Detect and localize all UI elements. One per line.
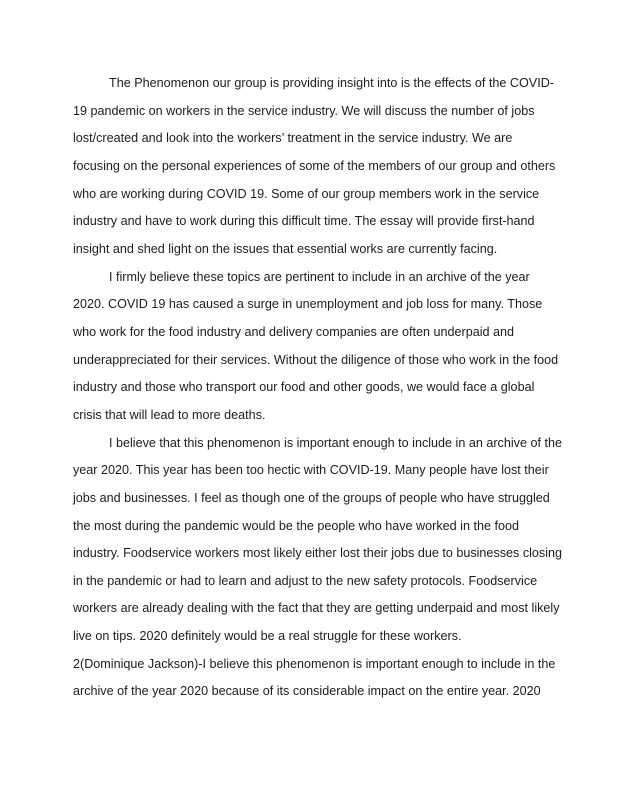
paragraph <box>73 70 556 264</box>
text-line: 2020. COVID 19 has caused a surge in unemployment and job loss for many. Those <box>73 297 543 312</box>
text-line: industry and have to work during this difficult time. The essay will provide first-hand <box>73 214 535 229</box>
document-body <box>73 70 563 706</box>
text-line: underappreciated for their services. Without the diligence of those who work in the food <box>73 352 559 367</box>
text-line: 2(Dominique Jackson)-I believe this phenomenon is important enough to include in the <box>73 656 556 671</box>
text-line: I believe that this phenomenon is important enough to include in an archive of the <box>109 435 562 450</box>
text-line: archive of the year 2020 because of its considerable impact on the entire year. 2020 <box>73 684 541 699</box>
text-line: crisis that will lead to more deaths. <box>73 407 266 422</box>
paragraph <box>73 651 556 706</box>
text-line: insight and shed light on the issues that essential works are currently facing. <box>73 241 498 256</box>
text-line: industry and those who transport our food and other goods, we would face a global <box>73 380 535 395</box>
text-line: workers are already dealing with the fact that they are getting underpaid and most likely <box>73 601 560 616</box>
text-line: in the pandemic or had to learn and adjust to the new safety protocols. Foodservice <box>73 573 538 588</box>
text-line: jobs and businesses. I feel as though one of the groups of people who have struggled <box>73 490 550 505</box>
text-line: live on tips. 2020 definitely would be a real struggle for these workers. <box>73 629 462 644</box>
paragraph <box>73 430 563 651</box>
paragraph <box>73 264 559 430</box>
text-line: I firmly believe these topics are pertinent to include in an archive of the year <box>109 269 530 284</box>
text-line: the most during the pandemic would be the people who have worked in the food <box>73 518 519 533</box>
text-line: lost/created and look into the workers’ treatment in the service industry. We are <box>73 131 513 146</box>
text-line: year 2020. This year has been too hectic with COVID-19. Many people have lost their <box>73 463 549 478</box>
text-line: who work for the food industry and delivery companies are often underpaid and <box>73 324 515 339</box>
text-line: who are working during COVID 19. Some of our group members work in the service <box>73 186 540 201</box>
text-line: The Phenomenon our group is providing insight into is the effects of the COVID- <box>109 76 554 90</box>
text-line: industry. Foodservice workers most likely either lost their jobs due to businesses closing <box>73 546 563 561</box>
text-line: 19 pandemic on workers in the service industry. We will discuss the number of jobs <box>73 103 535 118</box>
text-line: focusing on the personal experiences of some of the members of our group and others <box>73 158 556 173</box>
